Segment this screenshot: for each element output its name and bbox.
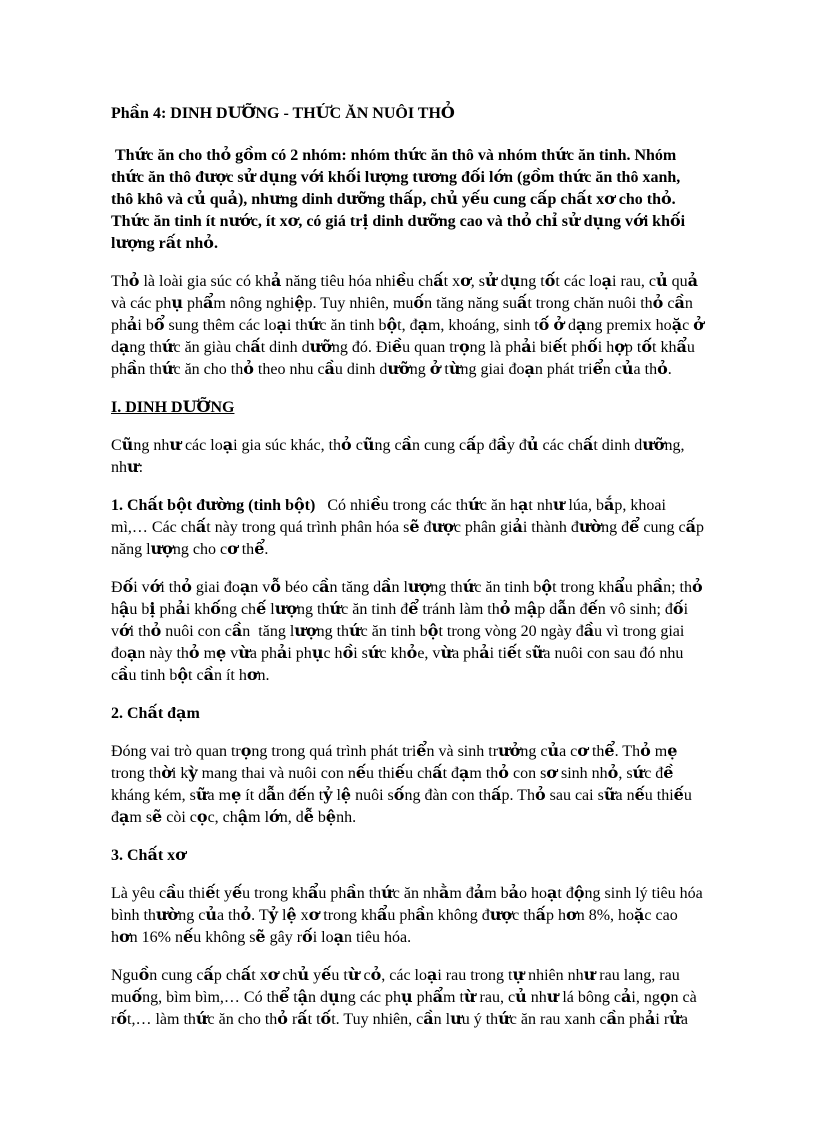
subheading-protein: 2. Chất đạm (111, 703, 200, 722)
paragraph-starch (111, 494, 708, 560)
paragraph-nutrients-intro: Cũng như các loại gia súc khác, thỏ cũng cần cung cấp đầy đủ các chất dinh dưỡng, như: (111, 435, 689, 476)
subheading-starch: 1. Chất bột đường (tinh bột) (111, 495, 316, 514)
paragraph-fiber: Là yêu cầu thiết yếu trong khẩu phần thức ăn nhằm đảm bảo hoạt động sinh lý tiêu hóa bình thường của thỏ. Tỷ lệ xơ trong khẩu phần không được thấp hơn 8%, hoặc cao hơn 16% nếu không sẽ gây rối loạn tiêu hóa. (111, 883, 707, 946)
paragraph-starch-text: Có nhiều trong các thức ăn hạt như lúa, bắp, khoai mì,… Các chất này trong quá trình phân hóa sẽ được phân giải thành đường để cung cấp năng lượng cho cơ thể. (111, 495, 708, 558)
paragraph-digestion: Thỏ là loài gia súc có khả năng tiêu hóa nhiều chất xơ, sử dụng tốt các loại rau, củ quả và các phụ phẩm nông nghiệp. Tuy nhiên, muốn tăng năng suất trong chăn nuôi thỏ cần phải bổ sung thêm các loại thức ăn tinh bột, đạm, khoáng, sinh tố ở dạng premix hoặc ở dạng thức ăn giàu chất dinh dưỡng đó. Điều quan trọng là phải biết phối hợp tốt khẩu phần thức ăn cho thỏ theo nhu cầu dinh dưỡng ở từng giai đoạn phát triển của thỏ. (111, 271, 708, 378)
document-title: Phần 4: DINH DƯỠNG - THỨC ĂN NUÔI THỎ (111, 103, 455, 122)
section-heading-dinh-duong-text: I. DINH DƯỠNG (111, 397, 235, 416)
intro-paragraph: Thức ăn cho thỏ gồm có 2 nhóm: nhóm thức ăn thô và nhóm thức ăn tinh. Nhóm thức ăn thô được sử dụng với khối lượng tương đối lớn (gồm thức ăn thô xanh, thô khô và củ quả), nhưng dinh dưỡng thấp, chủ yếu cung cấp chất xơ cho thỏ. Thức ăn tinh ít nước, ít xơ, có giá trị dinh dưỡng cao và thỏ chỉ sử dụng với khối lượng rất nhỏ. (111, 145, 690, 252)
paragraph-protein: Đóng vai trò quan trọng trong quá trình phát triển và sinh trưởng của cơ thể. Thỏ mẹ trong thời kỳ mang thai và nuôi con nếu thiếu chất đạm thỏ con sơ sinh nhỏ, sức đề kháng kém, sữa mẹ ít dẫn đến tỷ lệ nuôi sống đàn con thấp. Thỏ sau cai sữa nếu thiếu đạm sẽ còi cọc, chậm lớn, dễ bệnh. (111, 741, 696, 826)
paragraph-starch-usage: Đối với thỏ giai đoạn vỗ béo cần tăng dần lượng thức ăn tinh bột trong khẩu phần; thỏ hậu bị phải khống chế lượng thức ăn tinh để tránh làm thỏ mập dẫn đến vô sinh; đối với thỏ nuôi con cần tăng lượng thức ăn tinh bột trong vòng 20 ngày đầu vì trong giai đoạn này thỏ mẹ vừa phải phục hồi sức khỏe, vừa phải tiết sữa nuôi con sau đó nhu cầu tinh bột cần ít hơn. (111, 577, 707, 684)
paragraph-fiber-sources: Nguồn cung cấp chất xơ chủ yếu từ cỏ, các loại rau trong tự nhiên như rau lang, rau muống, bìm bìm,… Có thể tận dụng các phụ phẩm từ rau, củ như lá bông cải, ngọn cà rốt,… làm thức ăn cho thỏ rất tốt. Tuy nhiên, cần lưu ý thức ăn rau xanh cần phải rửa (111, 965, 701, 1028)
section-heading-dinh-duong (111, 396, 705, 418)
subheading-fiber: 3. Chất xơ (111, 845, 186, 864)
